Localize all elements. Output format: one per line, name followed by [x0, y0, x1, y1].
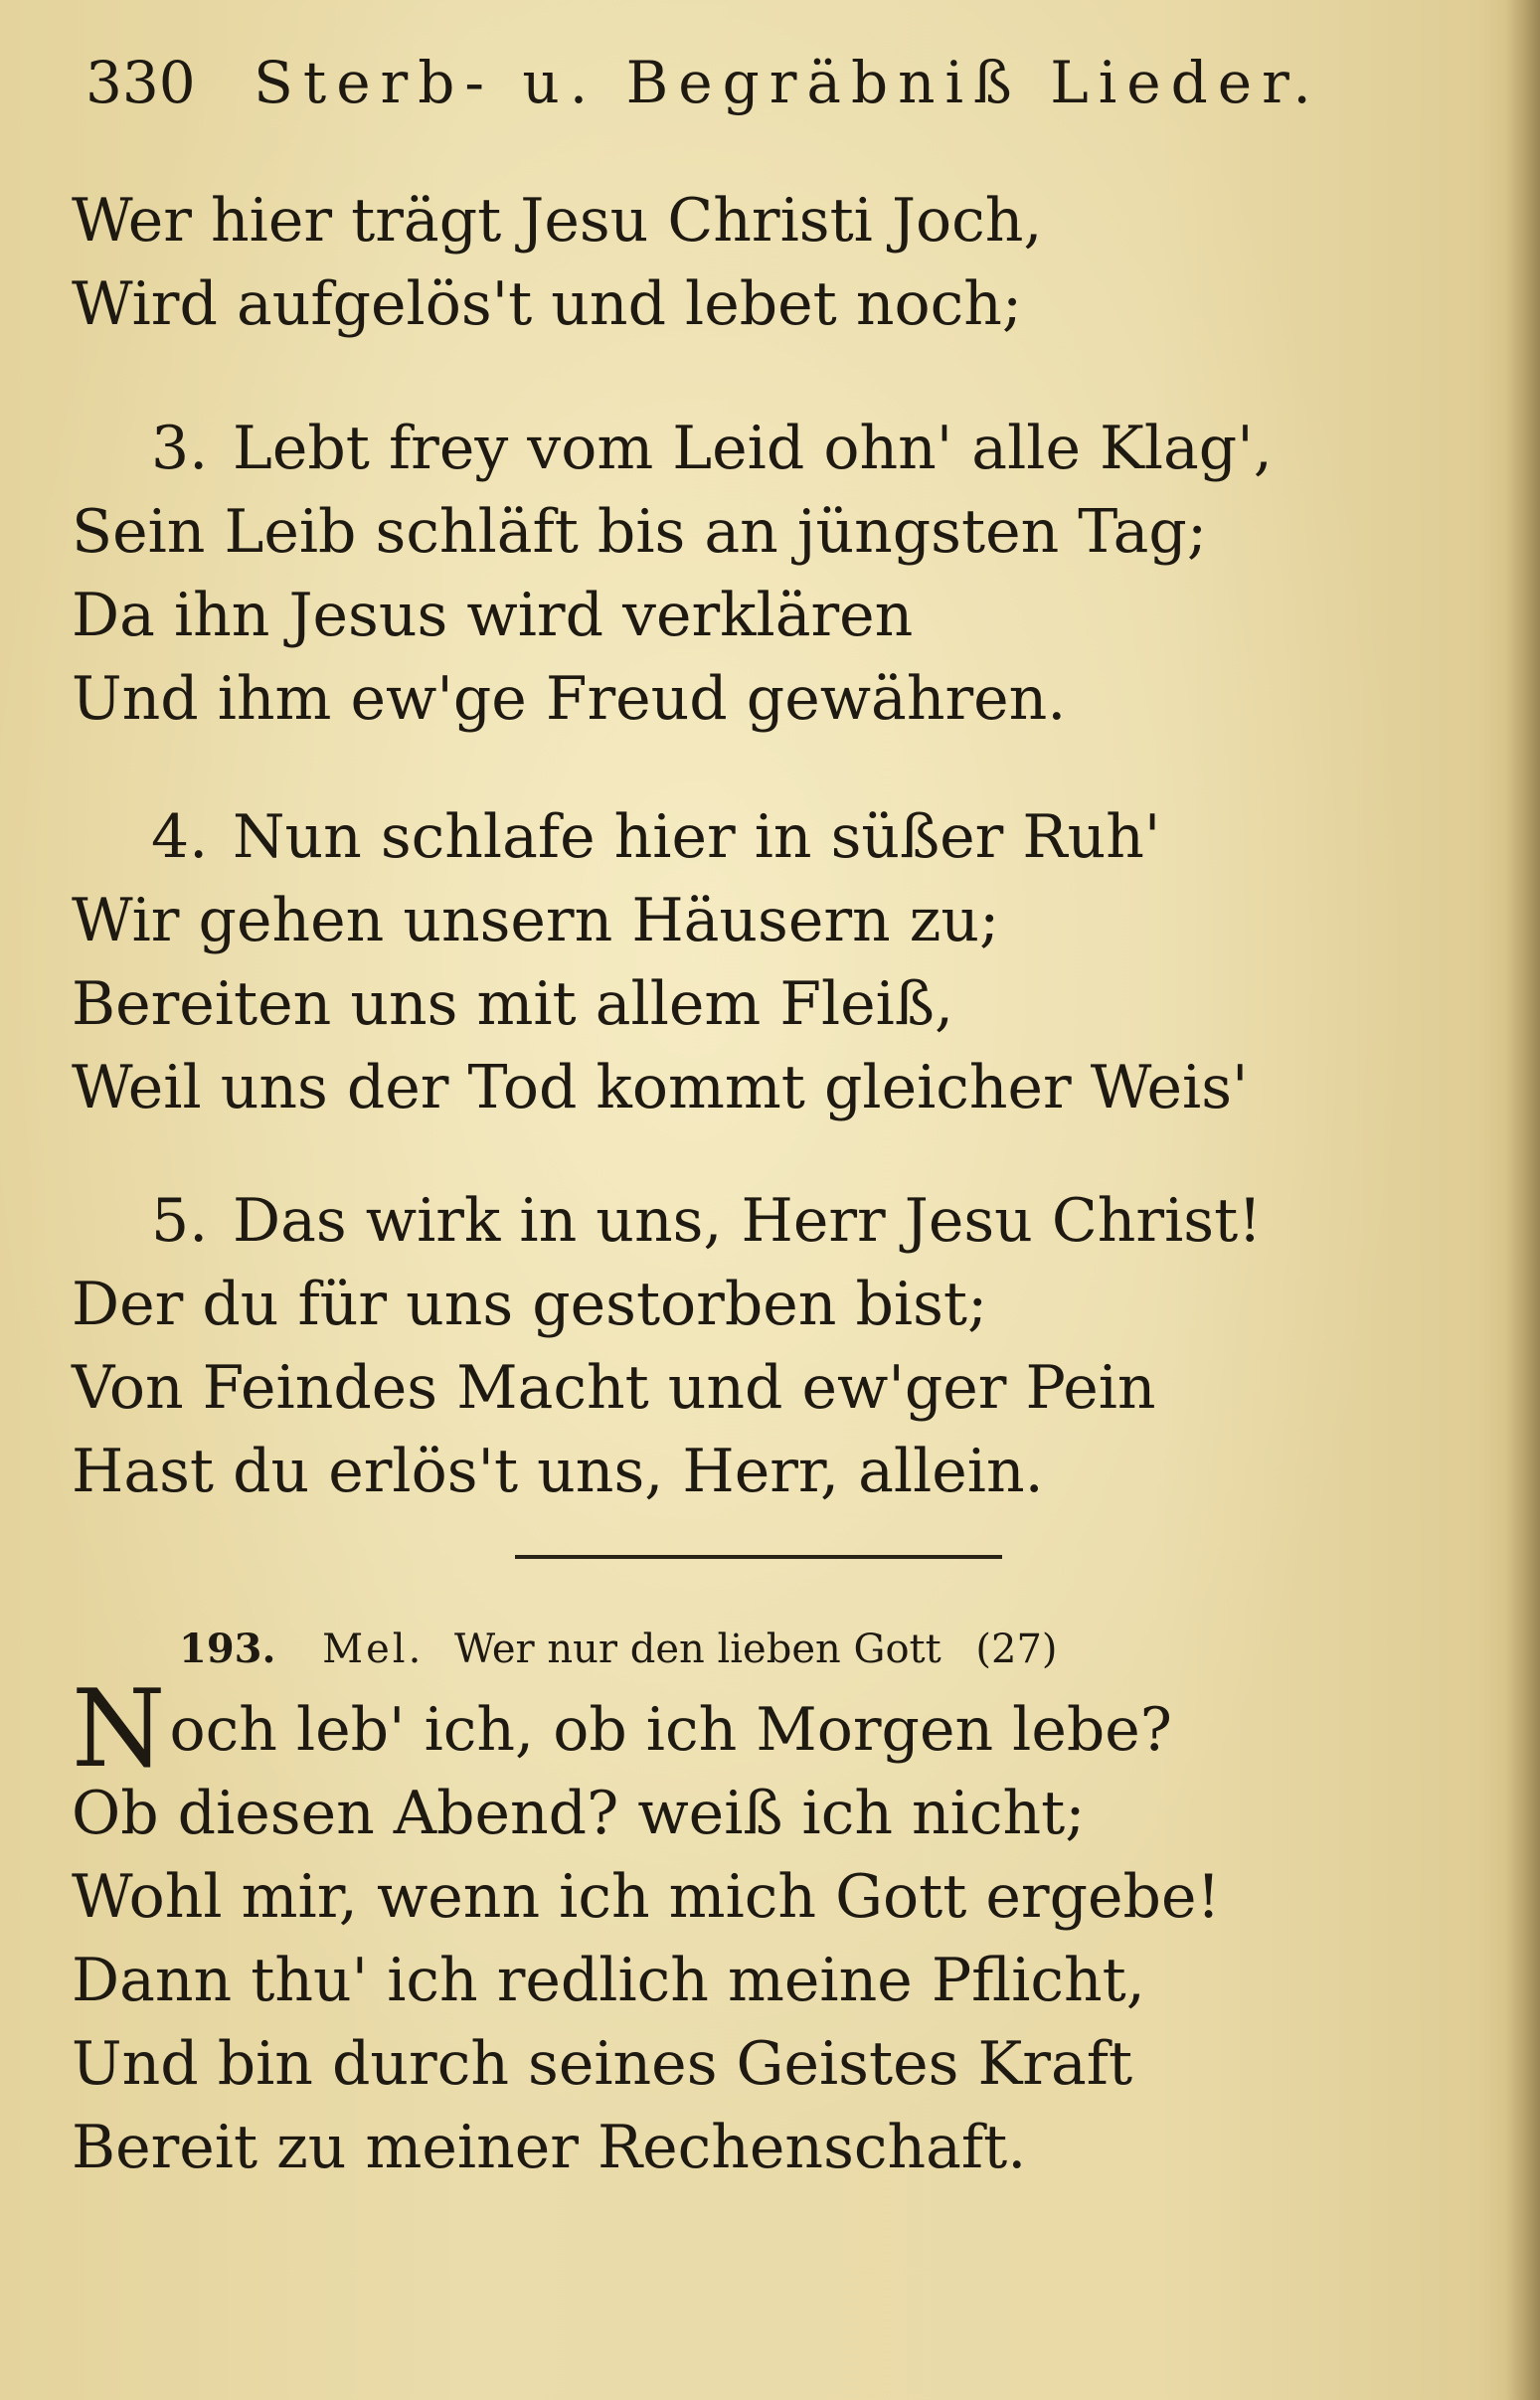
verse-number: 4.: [151, 802, 209, 872]
verse-line: Weil uns der Tod kommt gleicher Weis': [72, 1053, 1249, 1122]
verse-line: Und bin durch seines Geistes Kraft: [72, 2029, 1133, 2099]
drop-capital: N: [72, 1667, 166, 1792]
verse-line: Wir gehen unsern Häusern zu;: [72, 886, 1000, 955]
verse-number: 5.: [151, 1186, 209, 1256]
verse-line: Bereit zu meiner Rechenschaft.: [72, 2113, 1027, 2182]
verse-line: [72, 795, 1160, 879]
melody-source: Wer nur den lieben Gott: [454, 1627, 941, 1672]
verse-line: [72, 407, 1273, 490]
verse-number: 3.: [151, 414, 209, 483]
verse-text: Nun schlafe hier in süßer Ruh': [233, 802, 1161, 872]
running-head-title: Sterb- u. Begräbniß Lieder.: [254, 49, 1321, 116]
verse-text: och leb' ich, ob ich Morgen lebe?: [169, 1695, 1172, 1765]
verse-line: Wer hier trägt Jesu Christi Joch,: [72, 186, 1043, 256]
running-head: [86, 38, 1378, 127]
melody-reference: (27): [975, 1627, 1058, 1672]
verse-line: [72, 1179, 1262, 1263]
hymn-first-line: [72, 1667, 1172, 1792]
verse-line: Wird aufgelös't und lebet noch;: [72, 269, 1023, 339]
page-number: 330: [86, 49, 196, 116]
verse-line: Sein Leib schläft bis an jüngsten Tag;: [72, 497, 1208, 567]
page-edge-shadow: [1506, 0, 1540, 2400]
hymn-number: 193.: [179, 1626, 276, 1672]
hymn-heading: [179, 1615, 1058, 1684]
verse-line: Von Feindes Macht und ew'ger Pein: [72, 1353, 1156, 1423]
verse-line: Dann thu' ich redlich meine Pflicht,: [72, 1946, 1145, 2015]
verse-line: Da ihn Jesus wird verklären: [72, 581, 914, 650]
section-divider: [515, 1555, 1002, 1559]
verse-line: Ob diesen Abend? weiß ich nicht;: [72, 1779, 1086, 1848]
melody-label: Mel.: [322, 1627, 425, 1672]
verse-line: Wohl mir, wenn ich mich Gott ergebe!: [72, 1862, 1221, 1932]
verse-line: Hast du erlös't uns, Herr, allein.: [72, 1437, 1044, 1506]
verse-line: Der du für uns gestorben bist;: [72, 1270, 988, 1339]
verse-line: Bereiten uns mit allem Fleiß,: [72, 969, 954, 1039]
verse-text: Das wirk in uns, Herr Jesu Christ!: [233, 1186, 1263, 1256]
verse-line: Und ihm ew'ge Freud gewähren.: [72, 664, 1067, 734]
verse-text: Lebt frey vom Leid ohn' alle Klag',: [233, 414, 1273, 483]
